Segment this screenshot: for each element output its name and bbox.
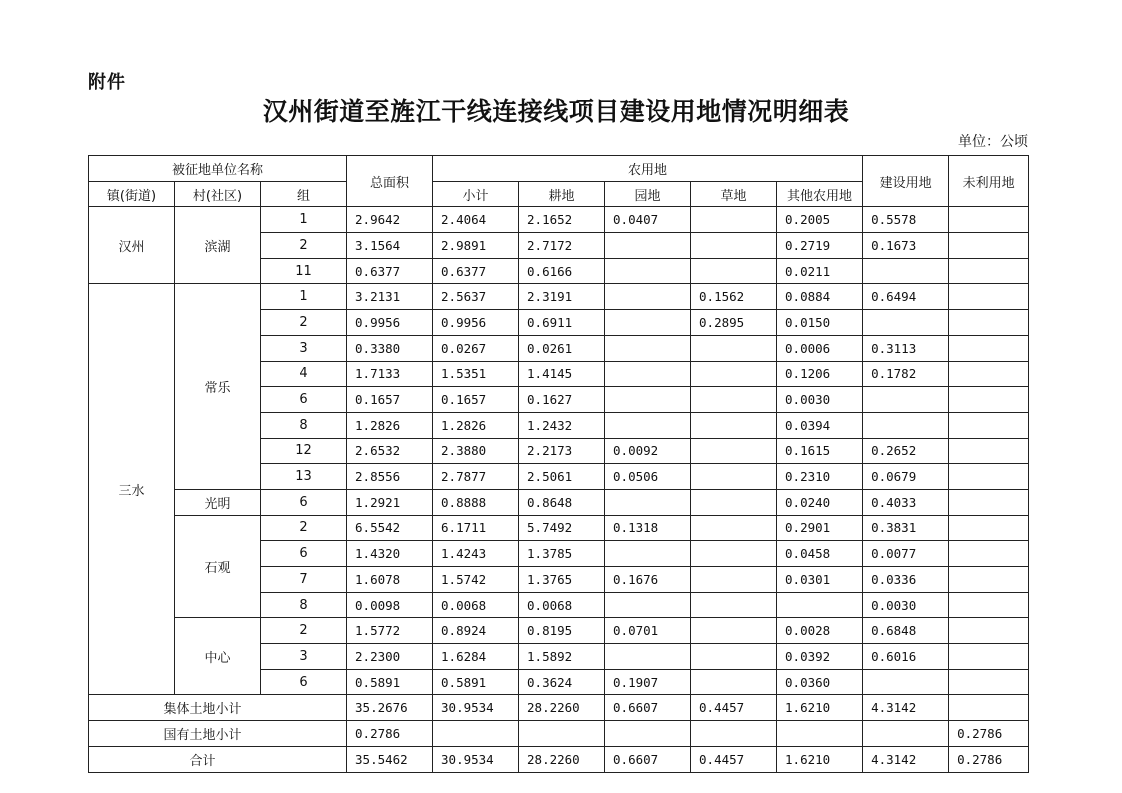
value-cell	[691, 438, 777, 464]
value-cell: 1.6284	[433, 644, 519, 670]
value-cell: 0.1562	[691, 284, 777, 310]
value-cell: 1.2826	[433, 412, 519, 438]
value-cell: 0.9956	[433, 310, 519, 336]
group-cell: 1	[261, 284, 347, 310]
value-cell: 0.0030	[863, 592, 949, 618]
value-cell: 0.0240	[777, 489, 863, 515]
value-cell: 0.0267	[433, 335, 519, 361]
value-cell: 0.0006	[777, 335, 863, 361]
group-cell: 6	[261, 489, 347, 515]
value-cell: 2.3880	[433, 438, 519, 464]
value-cell: 2.3191	[519, 284, 605, 310]
value-cell: 0.2310	[777, 464, 863, 490]
group-cell: 3	[261, 335, 347, 361]
summary-value-cell: 0.2786	[949, 721, 1029, 747]
summary-value-cell	[863, 721, 949, 747]
summary-value-cell: 30.9534	[433, 746, 519, 772]
value-cell: 0.0077	[863, 541, 949, 567]
summary-value-cell: 1.6210	[777, 746, 863, 772]
header-grassland: 草地	[691, 181, 777, 207]
value-cell	[691, 489, 777, 515]
value-cell	[605, 284, 691, 310]
value-cell: 0.3831	[863, 515, 949, 541]
value-cell	[949, 541, 1029, 567]
header-other-agri: 其他农用地	[777, 181, 863, 207]
village-name-cell: 滨湖	[175, 207, 261, 284]
summary-label: 集体土地小计	[89, 695, 347, 721]
value-cell: 0.6016	[863, 644, 949, 670]
value-cell: 0.1318	[605, 515, 691, 541]
value-cell	[605, 310, 691, 336]
value-cell: 2.8556	[347, 464, 433, 490]
header-village: 村(社区)	[175, 181, 261, 207]
group-cell: 4	[261, 361, 347, 387]
value-cell: 0.3380	[347, 335, 433, 361]
value-cell: 2.9642	[347, 207, 433, 233]
value-cell	[691, 361, 777, 387]
value-cell	[691, 335, 777, 361]
village-name-cell: 石观	[175, 515, 261, 618]
value-cell: 0.2719	[777, 233, 863, 259]
summary-row	[89, 721, 1029, 747]
value-cell: 0.0301	[777, 567, 863, 593]
group-cell: 6	[261, 387, 347, 413]
value-cell: 0.0092	[605, 438, 691, 464]
value-cell: 0.0068	[433, 592, 519, 618]
summary-value-cell: 0.4457	[691, 695, 777, 721]
value-cell	[949, 592, 1029, 618]
value-cell: 1.6078	[347, 567, 433, 593]
value-cell: 0.0458	[777, 541, 863, 567]
value-cell	[863, 669, 949, 695]
value-cell: 1.2826	[347, 412, 433, 438]
value-cell	[691, 515, 777, 541]
value-cell	[605, 335, 691, 361]
value-cell: 1.4320	[347, 541, 433, 567]
value-cell: 0.8648	[519, 489, 605, 515]
value-cell	[949, 258, 1029, 284]
value-cell	[949, 567, 1029, 593]
value-cell: 0.2652	[863, 438, 949, 464]
document-title: 汉州街道至旌江干线连接线项目建设用地情况明细表	[262, 97, 850, 126]
group-cell: 8	[261, 592, 347, 618]
summary-value-cell: 4.3142	[863, 695, 949, 721]
unit-label: 单位：公顷	[958, 134, 1028, 150]
summary-value-cell: 0.4457	[691, 746, 777, 772]
value-cell	[605, 644, 691, 670]
group-cell: 2	[261, 618, 347, 644]
value-cell	[949, 464, 1029, 490]
village-name-cell: 中心	[175, 618, 261, 695]
value-cell: 1.7133	[347, 361, 433, 387]
value-cell	[949, 438, 1029, 464]
group-cell: 11	[261, 258, 347, 284]
summary-value-cell	[949, 695, 1029, 721]
value-cell: 2.7877	[433, 464, 519, 490]
value-cell: 0.0068	[519, 592, 605, 618]
value-cell: 0.0506	[605, 464, 691, 490]
summary-value-cell: 4.3142	[863, 746, 949, 772]
header-town: 镇(街道)	[89, 181, 175, 207]
summary-value-cell: 28.2260	[519, 746, 605, 772]
group-cell: 12	[261, 438, 347, 464]
value-cell: 0.1676	[605, 567, 691, 593]
value-cell: 0.0407	[605, 207, 691, 233]
value-cell: 0.3113	[863, 335, 949, 361]
value-cell: 0.6166	[519, 258, 605, 284]
value-cell: 0.0030	[777, 387, 863, 413]
value-cell: 0.0884	[777, 284, 863, 310]
value-cell	[605, 361, 691, 387]
value-cell	[863, 258, 949, 284]
value-cell: 1.5742	[433, 567, 519, 593]
value-cell: 0.5891	[433, 669, 519, 695]
summary-label: 国有土地小计	[89, 721, 347, 747]
summary-value-cell: 0.6607	[605, 746, 691, 772]
group-cell: 6	[261, 669, 347, 695]
header-subtotal: 小计	[433, 181, 519, 207]
value-cell	[691, 387, 777, 413]
value-cell	[949, 310, 1029, 336]
value-cell: 0.4033	[863, 489, 949, 515]
value-cell	[691, 618, 777, 644]
value-cell: 3.1564	[347, 233, 433, 259]
value-cell	[691, 207, 777, 233]
value-cell: 1.5892	[519, 644, 605, 670]
value-cell: 2.6532	[347, 438, 433, 464]
value-cell	[691, 412, 777, 438]
village-name-cell: 光明	[175, 489, 261, 515]
value-cell	[949, 412, 1029, 438]
value-cell	[949, 515, 1029, 541]
summary-value-cell: 35.2676	[347, 695, 433, 721]
value-cell	[605, 489, 691, 515]
value-cell: 0.0336	[863, 567, 949, 593]
value-cell	[691, 644, 777, 670]
summary-value-cell: 1.6210	[777, 695, 863, 721]
value-cell: 0.5891	[347, 669, 433, 695]
value-cell: 1.4145	[519, 361, 605, 387]
value-cell: 0.1657	[433, 387, 519, 413]
value-cell: 0.0028	[777, 618, 863, 644]
value-cell: 2.9891	[433, 233, 519, 259]
summary-value-cell: 0.2786	[347, 721, 433, 747]
value-cell: 1.5772	[347, 618, 433, 644]
header-unit-name: 被征地单位名称	[89, 156, 347, 182]
group-cell: 2	[261, 310, 347, 336]
value-cell	[949, 284, 1029, 310]
value-cell	[949, 489, 1029, 515]
value-cell	[949, 361, 1029, 387]
value-cell: 1.2921	[347, 489, 433, 515]
value-cell	[691, 669, 777, 695]
group-cell: 13	[261, 464, 347, 490]
header-unused-land: 未利用地	[949, 156, 1029, 207]
summary-row	[89, 746, 1029, 772]
summary-row	[89, 695, 1029, 721]
table-row	[89, 618, 1029, 644]
value-cell: 0.6848	[863, 618, 949, 644]
value-cell	[605, 412, 691, 438]
value-cell: 2.5061	[519, 464, 605, 490]
value-cell: 0.0701	[605, 618, 691, 644]
value-cell: 0.5578	[863, 207, 949, 233]
value-cell: 0.1615	[777, 438, 863, 464]
value-cell: 5.7492	[519, 515, 605, 541]
summary-value-cell: 0.6607	[605, 695, 691, 721]
value-cell: 0.3624	[519, 669, 605, 695]
header-group: 组	[261, 181, 347, 207]
value-cell: 1.2432	[519, 412, 605, 438]
summary-value-cell	[433, 721, 519, 747]
value-cell: 6.1711	[433, 515, 519, 541]
value-cell	[863, 412, 949, 438]
value-cell	[691, 233, 777, 259]
value-cell: 0.1657	[347, 387, 433, 413]
value-cell	[691, 567, 777, 593]
value-cell: 0.0360	[777, 669, 863, 695]
value-cell: 0.1907	[605, 669, 691, 695]
value-cell: 0.0150	[777, 310, 863, 336]
summary-value-cell: 0.2786	[949, 746, 1029, 772]
header-construction-land: 建设用地	[863, 156, 949, 207]
value-cell	[777, 592, 863, 618]
summary-value-cell: 30.9534	[433, 695, 519, 721]
table-row	[89, 489, 1029, 515]
value-cell	[949, 618, 1029, 644]
value-cell: 0.8924	[433, 618, 519, 644]
value-cell: 0.0098	[347, 592, 433, 618]
value-cell: 0.1206	[777, 361, 863, 387]
value-cell: 1.3785	[519, 541, 605, 567]
value-cell	[863, 387, 949, 413]
group-cell: 2	[261, 515, 347, 541]
header-cultivated: 耕地	[519, 181, 605, 207]
summary-value-cell: 28.2260	[519, 695, 605, 721]
header-total-area: 总面积	[347, 156, 433, 207]
town-name-cell: 三水	[89, 284, 175, 695]
value-cell	[949, 644, 1029, 670]
value-cell: 0.6911	[519, 310, 605, 336]
village-name-cell: 常乐	[175, 284, 261, 490]
group-cell: 6	[261, 541, 347, 567]
table-header	[89, 156, 1029, 207]
value-cell	[605, 258, 691, 284]
value-cell	[691, 541, 777, 567]
value-cell: 0.0394	[777, 412, 863, 438]
value-cell	[605, 592, 691, 618]
value-cell	[949, 387, 1029, 413]
value-cell: 0.1627	[519, 387, 605, 413]
value-cell: 2.7172	[519, 233, 605, 259]
summary-value-cell	[777, 721, 863, 747]
group-cell: 1	[261, 207, 347, 233]
summary-value-cell: 35.5462	[347, 746, 433, 772]
summary-label: 合计	[89, 746, 347, 772]
value-cell	[605, 387, 691, 413]
value-cell: 1.3765	[519, 567, 605, 593]
value-cell	[949, 233, 1029, 259]
value-cell: 2.5637	[433, 284, 519, 310]
value-cell: 2.2173	[519, 438, 605, 464]
land-use-table	[88, 155, 1029, 773]
group-cell: 8	[261, 412, 347, 438]
value-cell: 0.6377	[433, 258, 519, 284]
value-cell	[691, 464, 777, 490]
summary-value-cell	[691, 721, 777, 747]
value-cell: 0.0679	[863, 464, 949, 490]
table-row	[89, 284, 1029, 310]
value-cell	[949, 335, 1029, 361]
value-cell: 0.2895	[691, 310, 777, 336]
value-cell	[949, 207, 1029, 233]
value-cell: 2.4064	[433, 207, 519, 233]
value-cell: 0.9956	[347, 310, 433, 336]
header-garden: 园地	[605, 181, 691, 207]
value-cell: 0.6494	[863, 284, 949, 310]
value-cell: 0.1782	[863, 361, 949, 387]
summary-value-cell	[605, 721, 691, 747]
group-cell: 3	[261, 644, 347, 670]
town-name-cell: 汉州	[89, 207, 175, 284]
value-cell: 0.2901	[777, 515, 863, 541]
table-row	[89, 515, 1029, 541]
value-cell: 2.1652	[519, 207, 605, 233]
value-cell: 2.2300	[347, 644, 433, 670]
value-cell: 0.0261	[519, 335, 605, 361]
value-cell	[605, 541, 691, 567]
value-cell: 6.5542	[347, 515, 433, 541]
value-cell: 0.0392	[777, 644, 863, 670]
value-cell: 0.6377	[347, 258, 433, 284]
value-cell: 3.2131	[347, 284, 433, 310]
table-row	[89, 207, 1029, 233]
value-cell: 1.4243	[433, 541, 519, 567]
value-cell: 1.5351	[433, 361, 519, 387]
attachment-label: 附件	[88, 72, 126, 93]
value-cell	[691, 258, 777, 284]
header-agri-land: 农用地	[433, 156, 863, 182]
value-cell: 0.8888	[433, 489, 519, 515]
summary-value-cell	[519, 721, 605, 747]
value-cell	[691, 592, 777, 618]
value-cell: 0.8195	[519, 618, 605, 644]
value-cell: 0.0211	[777, 258, 863, 284]
value-cell: 0.2005	[777, 207, 863, 233]
value-cell	[605, 233, 691, 259]
value-cell	[949, 669, 1029, 695]
group-cell: 7	[261, 567, 347, 593]
value-cell: 0.1673	[863, 233, 949, 259]
table-body	[89, 207, 1029, 772]
group-cell: 2	[261, 233, 347, 259]
value-cell	[863, 310, 949, 336]
